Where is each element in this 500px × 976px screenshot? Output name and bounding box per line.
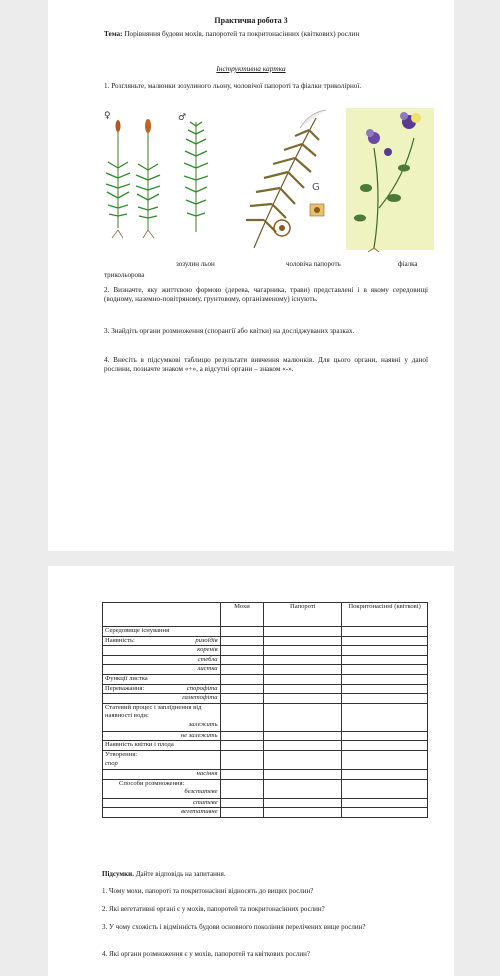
instruction-3: 3. Знайдіть органи розмноження (спорангії або квітки) на досліджуваних зразках. <box>104 327 355 335</box>
card-title: Інструктивна картка <box>216 64 286 73</box>
table-row: не залежить <box>103 731 428 741</box>
plant-illustrations <box>104 108 434 254</box>
instruction-1: 1. Розгляньте, малюнки зозулиного льону, чоловічої папороті та фіалки триколірної. <box>104 82 362 90</box>
caption-fern: чоловіча папороть <box>286 260 341 268</box>
page-title: Практична робота 3 <box>214 16 288 25</box>
instruction-4: 4. Внесіть в підсумкові таблицю результати вивчення малюнків. Для цього органи, наявні у даної рослини, позначте знаком «+», а відсутні органи – знаком «-». <box>104 356 428 374</box>
table-row: Наявність: ризоїдів <box>103 636 428 646</box>
question-2: 2. Які вегетативні органі є у мохів, папоротей та покритонасінних рослин? <box>102 905 325 913</box>
header-angiosperms: Покритонасінні (квіткові) <box>342 603 428 627</box>
table-row: стебла <box>103 655 428 665</box>
topic <box>104 30 424 40</box>
male-symbol: ♂ <box>178 113 187 123</box>
table-row: Функції листка <box>103 674 428 684</box>
topic-text: Порівняння будови мохів, папоротей та покритонасінних (квіткових) рослин <box>124 30 360 38</box>
question-1: 1. Чому мохи, папороті та покритонасінні відносять до вищих рослин? <box>102 887 314 895</box>
female-symbol: ♀ <box>104 111 111 121</box>
summary-heading: Підсумки. Дайте відповідь на запитання. <box>102 870 226 878</box>
violet-illustration <box>346 108 434 252</box>
moss-male-illustration <box>178 113 208 232</box>
table-row: гаметофіта <box>103 694 428 704</box>
table-row: Утворення: спор <box>103 750 428 769</box>
moss-female-illustration <box>104 111 160 238</box>
table-header-row <box>103 603 428 627</box>
instruction-2: 2. Визначте, яку життєвою формою (дерева, чагарника, трави) представлені і в якому середовищі (водному, наземно-повітряному, грунтовому, організменому) існують. <box>104 286 428 304</box>
table-row: Статевий процес і запліднення від наявності води: залежить <box>103 703 428 731</box>
table-row: Способи розмноження: безстатеве <box>103 779 428 798</box>
table-row: вегетативне <box>103 808 428 818</box>
question-4: 4. Які органи розмноження є у мохів, папоротей та квіткових рослин? <box>102 950 310 958</box>
caption-violet-cont: трикольорова <box>104 271 145 279</box>
svg-text:G: G <box>312 182 320 193</box>
table-row: статеве <box>103 798 428 808</box>
worksheet-page-1 <box>48 0 454 551</box>
header-mosses: Мохи <box>220 603 264 627</box>
table-row: листка <box>103 665 428 675</box>
table-row: Наявність квітки і плода <box>103 741 428 751</box>
topic-label: Тема: <box>104 30 123 38</box>
table-row: Переважання: спорофіта <box>103 684 428 694</box>
caption-moss: зозулин льон <box>176 260 215 268</box>
fern-illustration <box>246 110 326 248</box>
worksheet-page-2 <box>48 566 454 976</box>
question-3: 3. У чому схожість і відмінність будови основного покоління перелічених вище рослин? <box>102 923 366 931</box>
comparison-table <box>102 602 428 818</box>
header-empty <box>103 603 221 627</box>
table-row: Середовище існування <box>103 627 428 637</box>
table-row: коренів <box>103 646 428 656</box>
caption-violet: фіалка <box>398 260 418 268</box>
header-ferns: Папороті <box>264 603 342 627</box>
table-row: насіння <box>103 769 428 779</box>
